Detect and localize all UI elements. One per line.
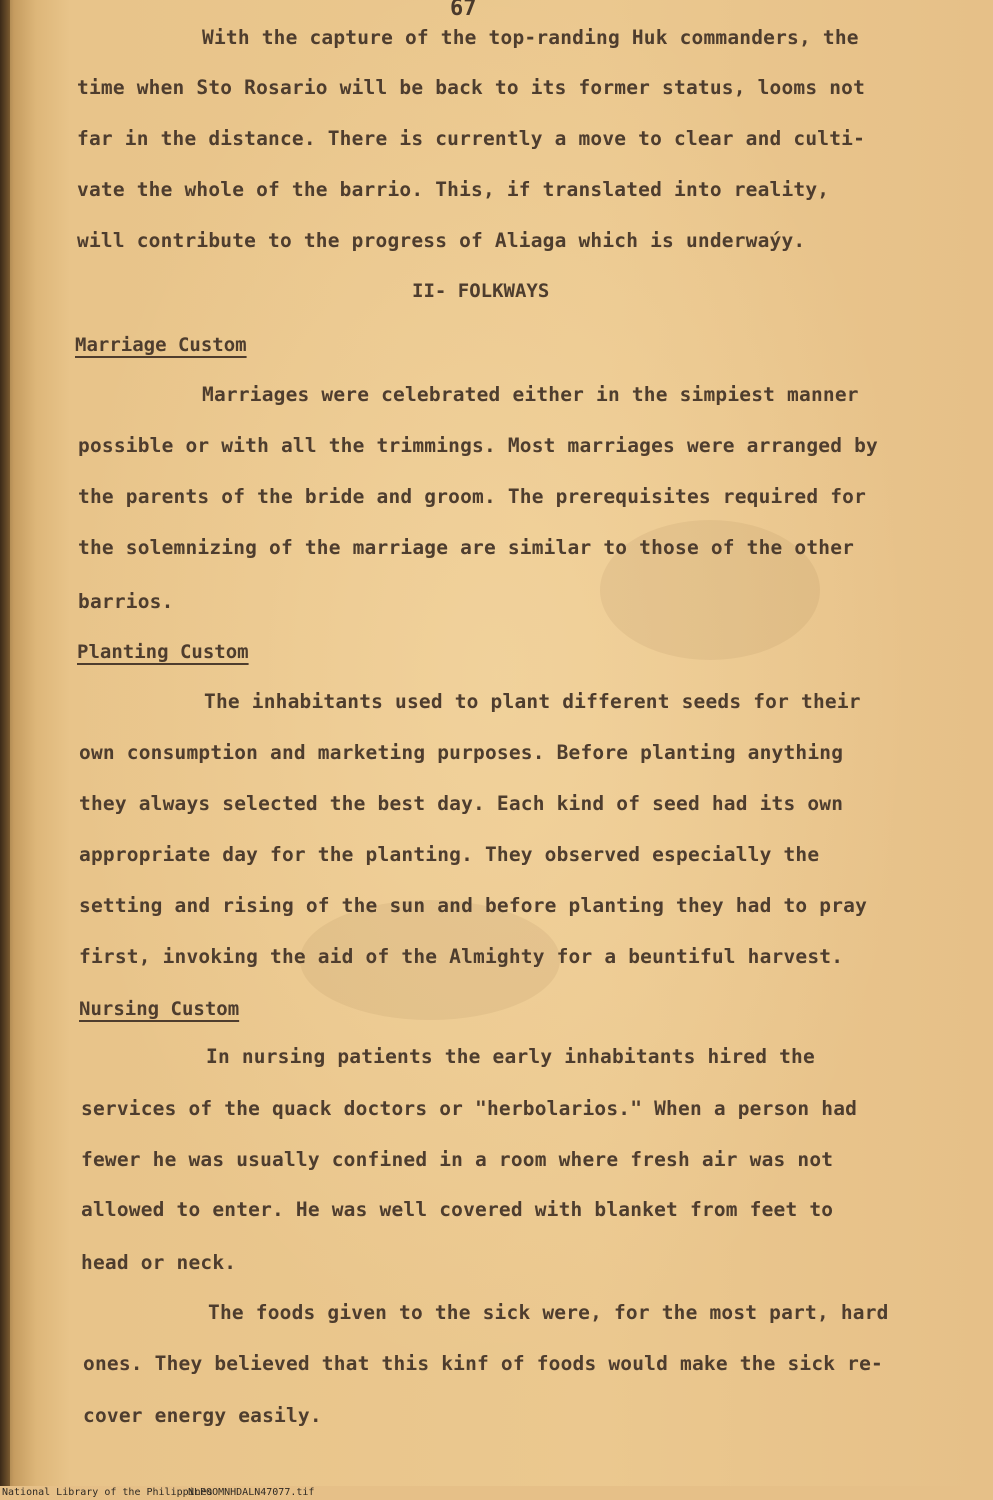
text-line: possible or with all the trimmings. Most marriages were arranged by — [78, 434, 878, 457]
text-line: they always selected the best day. Each kind of seed had its own — [79, 792, 844, 815]
text-line: fewer he was usually confined in a room where fresh air was not — [81, 1148, 834, 1171]
text-line: The inhabitants used to plant different seeds for their — [204, 690, 861, 713]
text-line: Marriages were celebrated either in the simpiest manner — [202, 383, 859, 406]
text-line: ones. They believed that this kinf of foods would make the sick re- — [83, 1352, 883, 1375]
footer-library-name: National Library of the Philippines — [2, 1487, 213, 1498]
text-line: setting and rising of the sun and before planting they had to pray — [79, 894, 868, 917]
text-line: time when Sto Rosario will be back to its former status, looms not — [77, 76, 866, 99]
text-line: In nursing patients the early inhabitants hired the — [206, 1045, 815, 1068]
text-line: services of the quack doctors or "herbolarios." When a person had — [81, 1097, 858, 1120]
page-number: 67 — [450, 0, 477, 21]
text-line: head or neck. — [81, 1251, 237, 1274]
planting-custom-heading: Planting Custom — [77, 641, 249, 663]
text-line: far in the distance. There is currently a move to clear and culti- — [77, 127, 866, 150]
text-line: the parents of the bride and groom. The prerequisites required for — [78, 485, 867, 508]
text-line: vate the whole of the barrio. This, if translated into reality, — [77, 178, 830, 201]
text-line: cover energy easily. — [83, 1404, 322, 1427]
scan-footer — [0, 1486, 993, 1500]
text-line: will contribute to the progress of Aliaga which is underwaýy. — [77, 229, 806, 252]
section-title: II- FOLKWAYS — [412, 280, 550, 302]
text-line: The foods given to the sick were, for the most part, hard — [208, 1301, 889, 1324]
marriage-custom-heading: Marriage Custom — [75, 334, 247, 356]
text-line: barrios. — [78, 590, 174, 613]
text-line: With the capture of the top-randing Huk commanders, the — [202, 26, 859, 49]
text-line: the solemnizing of the marriage are similar to those of the other — [78, 536, 855, 559]
nursing-custom-heading: Nursing Custom — [79, 998, 240, 1020]
text-line: allowed to enter. He was well covered with blanket from feet to — [81, 1198, 834, 1221]
footer-file-name: NLPOOMNHDALN47077.tif — [188, 1487, 315, 1498]
text-line: appropriate day for the planting. They observed especially the — [79, 843, 820, 866]
book-spine-shadow — [0, 0, 10, 1500]
text-line: own consumption and marketing purposes. Before planting anything — [79, 741, 844, 764]
text-line: first, invoking the aid of the Almighty for a beuntiful harvest. — [79, 945, 844, 968]
